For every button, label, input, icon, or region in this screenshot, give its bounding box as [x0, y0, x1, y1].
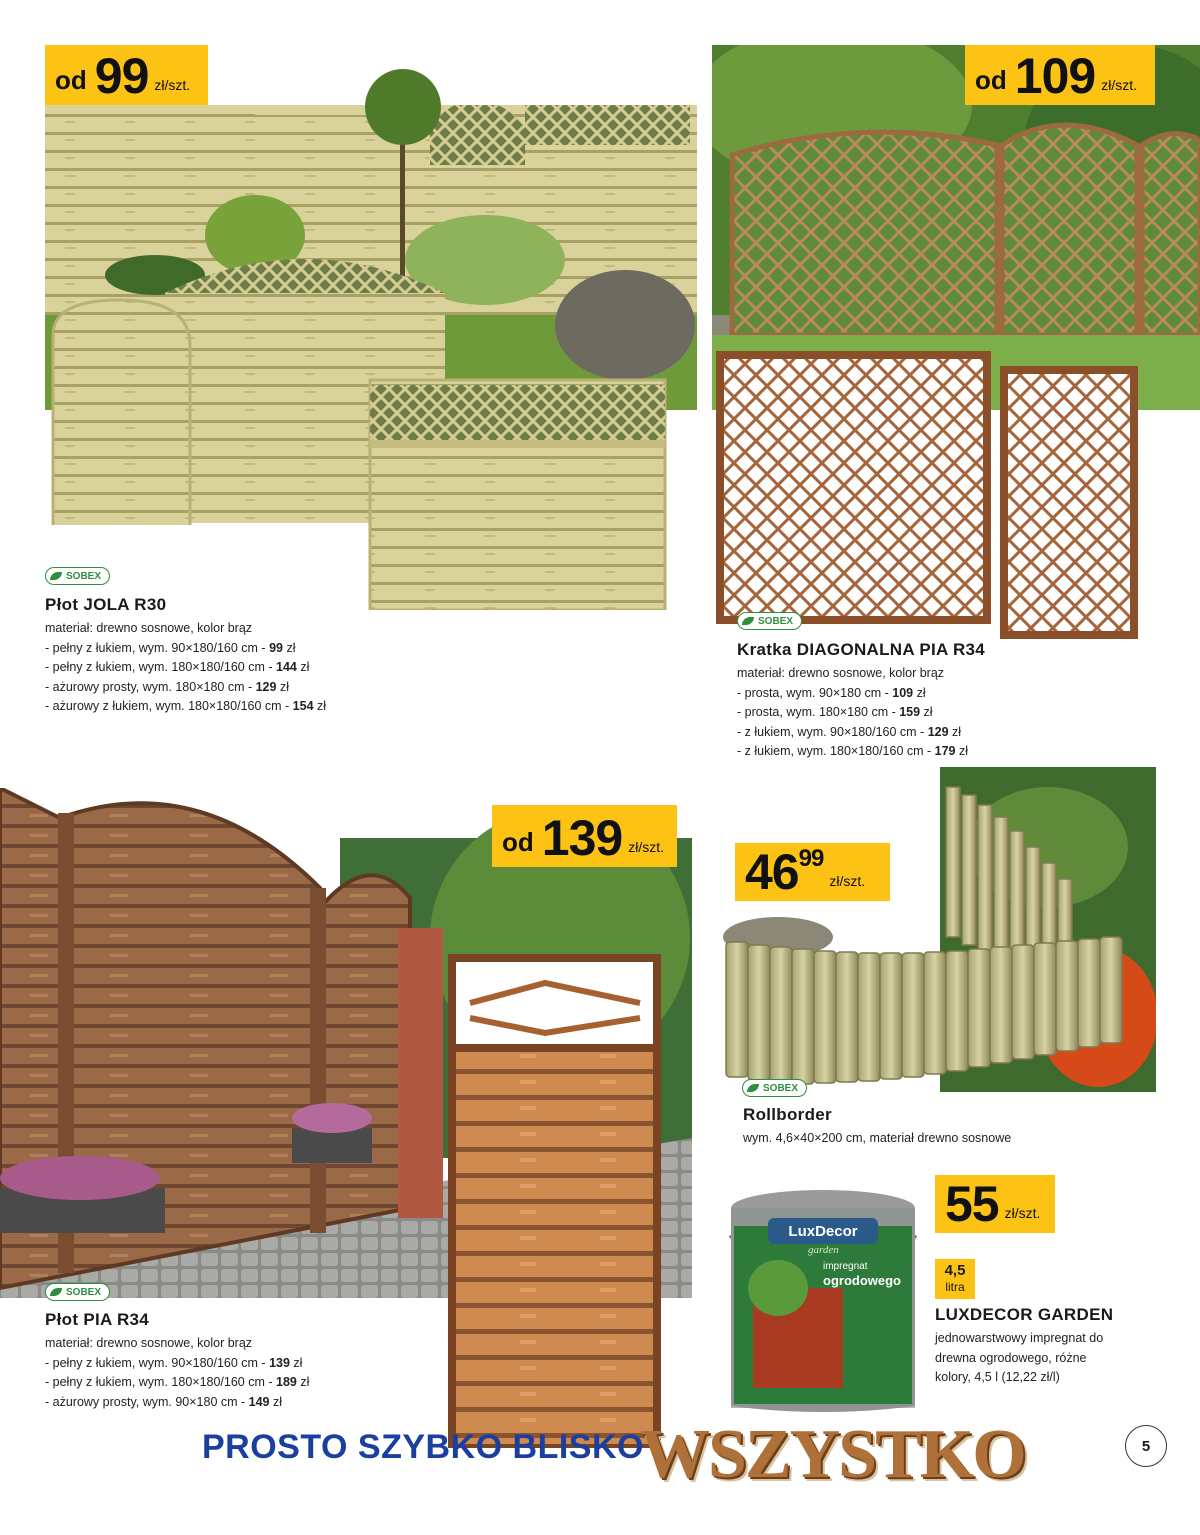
leaf-icon: [50, 1288, 62, 1296]
variant-price: 129: [255, 679, 277, 694]
variant-price: 149: [248, 1394, 270, 1409]
variant-unit: zł: [269, 1394, 283, 1409]
variant-text: - ażurowy prosty, wym. 90×180 cm -: [45, 1394, 249, 1409]
jola-price-badge: [45, 45, 208, 105]
luxdecor-price-badge: [935, 1175, 1055, 1233]
variant-line: [737, 742, 1117, 762]
variant-line: [737, 703, 1117, 723]
luxdecor-can: [718, 1178, 928, 1418]
variant-text: - pełny z łukiem, wym. 90×180/160 cm -: [45, 640, 270, 655]
variant-price: 154: [292, 699, 314, 713]
jola-price-value: 99: [94, 47, 149, 104]
variant-unit: zł: [948, 724, 962, 739]
kratka-description: [737, 640, 1117, 762]
page-number-text: 5: [1141, 1437, 1151, 1455]
kratka-brand-label: SOBEX: [758, 615, 794, 627]
pia-price-unit: zł/szt.: [628, 839, 664, 855]
variant-line: [45, 697, 425, 717]
variant-unit: zł: [313, 699, 327, 713]
variant-line: [45, 1354, 425, 1374]
variant-price: 179: [934, 744, 956, 758]
jola-sobex-logo: [45, 567, 110, 585]
jola-photo: [45, 45, 697, 610]
variant-line: [45, 678, 425, 698]
pia-price-value: 139: [541, 809, 623, 866]
variant-price: 129: [927, 724, 949, 739]
pia-description: [45, 1310, 425, 1412]
variant-price: 189: [276, 1375, 297, 1389]
jola-variants: [45, 639, 425, 717]
variant-text: - z łukiem, wym. 180×180/160 cm -: [737, 744, 935, 758]
variant-unit: zł: [913, 685, 926, 700]
kratka-price-unit: zł/szt.: [1101, 77, 1137, 93]
pia-price-badge: [492, 805, 677, 867]
variant-text: - pełny z łukiem, wym. 90×180/160 cm -: [45, 1355, 270, 1370]
rollborder-sobex-logo: [742, 1079, 807, 1097]
variant-unit: zł: [282, 640, 296, 655]
luxdecor-volume-badge: [935, 1259, 975, 1299]
rollborder-price-value: [745, 843, 824, 900]
luxdecor-desc-line: kolory, 4,5 l (12,22 zł/l): [935, 1370, 1060, 1384]
variant-unit: zł: [289, 1355, 303, 1370]
leaf-icon: [742, 617, 754, 625]
variant-line: [45, 1373, 425, 1393]
pia-title: Płot PIA R34: [45, 1310, 150, 1329]
rollborder-title: Rollborder: [743, 1105, 832, 1124]
pia-price-prefix: od: [502, 827, 534, 857]
kratka-title: Kratka DIAGONALNA PIA R34: [737, 640, 986, 659]
luxdecor-description: [935, 1305, 1175, 1388]
variant-text: - pełny z łukiem, wym. 180×180/160 cm -: [45, 1375, 276, 1389]
rollborder-photo: [718, 767, 1156, 1092]
pia-sobex-logo: [45, 1283, 110, 1301]
variant-text: - ażurowy z łukiem, wym. 180×180/160 cm -: [45, 699, 293, 713]
jola-description: [45, 595, 425, 717]
luxdecor-price-value: 55: [945, 1175, 999, 1232]
jola-material: materiał: drewno sosnowe, kolor brąz: [45, 621, 253, 635]
luxdecor-can-product: [823, 1260, 908, 1288]
luxdecor-desc-line: drewna ogrodowego, różne: [935, 1350, 1087, 1365]
variant-text: - ażurowy prosty, wym. 180×180 cm -: [45, 679, 256, 694]
variant-price: 139: [269, 1355, 290, 1370]
kratka-material: materiał: drewno sosnowe, kolor brąz: [737, 666, 945, 680]
luxdecor-can-sub: garden: [808, 1244, 839, 1256]
rollborder-illustration: [718, 767, 1156, 1092]
rollborder-price-badge: [735, 843, 890, 901]
variant-price: 109: [892, 685, 914, 700]
leaf-icon: [50, 572, 62, 580]
kratka-price-badge: [965, 45, 1155, 105]
luxdecor-title: LUXDECOR GARDEN: [935, 1305, 1114, 1324]
luxdecor-can-brand: [768, 1218, 878, 1244]
leaf-icon: [747, 1084, 759, 1092]
variant-text: - prosta, wym. 180×180 cm -: [737, 705, 900, 719]
rollborder-brand-label: SOBEX: [763, 1082, 799, 1094]
rollborder-desc: wym. 4,6×40×200 cm, materiał drewno sosnowe: [743, 1131, 1012, 1145]
can-brand-text: LuxDecor: [788, 1222, 858, 1240]
kratka-trellis-illustration: [712, 45, 1200, 640]
variant-price: 159: [899, 705, 921, 719]
jola-fence-illustration: [45, 45, 697, 610]
jola-price-prefix: od: [55, 65, 87, 95]
paint-can-illustration: [718, 1178, 928, 1418]
variant-text: - z łukiem, wym. 90×180/160 cm -: [737, 724, 928, 739]
variant-unit: zł: [296, 660, 310, 674]
variant-text: - prosta, wym. 90×180 cm -: [737, 685, 893, 700]
footer-brand-logo: [640, 1415, 1050, 1495]
volume-unit: litra: [945, 1280, 965, 1294]
luxdecor-desc-line: jednowarstwowy impregnat do: [935, 1331, 1104, 1345]
variant-line: [737, 723, 1117, 743]
variant-line: [45, 1393, 425, 1413]
variant-unit: zł: [920, 705, 933, 719]
price-main: 46: [745, 843, 799, 900]
brand-wordmark: WSZYSTKO: [640, 1416, 1025, 1493]
volume-value: 4,5: [944, 1262, 966, 1279]
variant-text: - pełny z łukiem, wym. 180×180/160 cm -: [45, 660, 276, 674]
variant-unit: zł: [276, 679, 289, 694]
can-product-line: ogrodowego: [823, 1273, 901, 1288]
jola-price-unit: zł/szt.: [154, 77, 191, 93]
variant-price: 99: [269, 640, 283, 655]
pia-material: materiał: drewno sosnowe, kolor brąz: [45, 1336, 253, 1350]
jola-title: Płot JOLA R30: [45, 595, 167, 614]
variant-line: [737, 684, 1117, 704]
variant-price: 144: [276, 660, 297, 674]
pia-variants: [45, 1354, 425, 1413]
kratka-price-value: 109: [1014, 47, 1096, 104]
price-cents: 99: [798, 844, 824, 872]
footer-slogan: PROSTO SZYBKO BLISKO: [202, 1428, 644, 1466]
jola-brand-label: SOBEX: [66, 570, 102, 582]
rollborder-description: [743, 1105, 1163, 1149]
luxdecor-price-unit: zł/szt.: [1004, 1205, 1041, 1221]
kratka-price-prefix: od: [975, 65, 1007, 95]
pia-brand-label: SOBEX: [66, 1286, 102, 1298]
kratka-photo: [712, 45, 1200, 640]
variant-unit: zł: [296, 1375, 310, 1389]
variant-unit: zł: [955, 744, 969, 758]
kratka-sobex-logo: [737, 612, 802, 630]
variant-line: [45, 639, 425, 659]
kratka-variants: [737, 684, 1117, 762]
page-number: [1125, 1425, 1167, 1467]
can-product-line: impregnat: [823, 1261, 868, 1272]
rollborder-price-unit: zł/szt.: [829, 873, 866, 889]
variant-line: [45, 658, 425, 678]
